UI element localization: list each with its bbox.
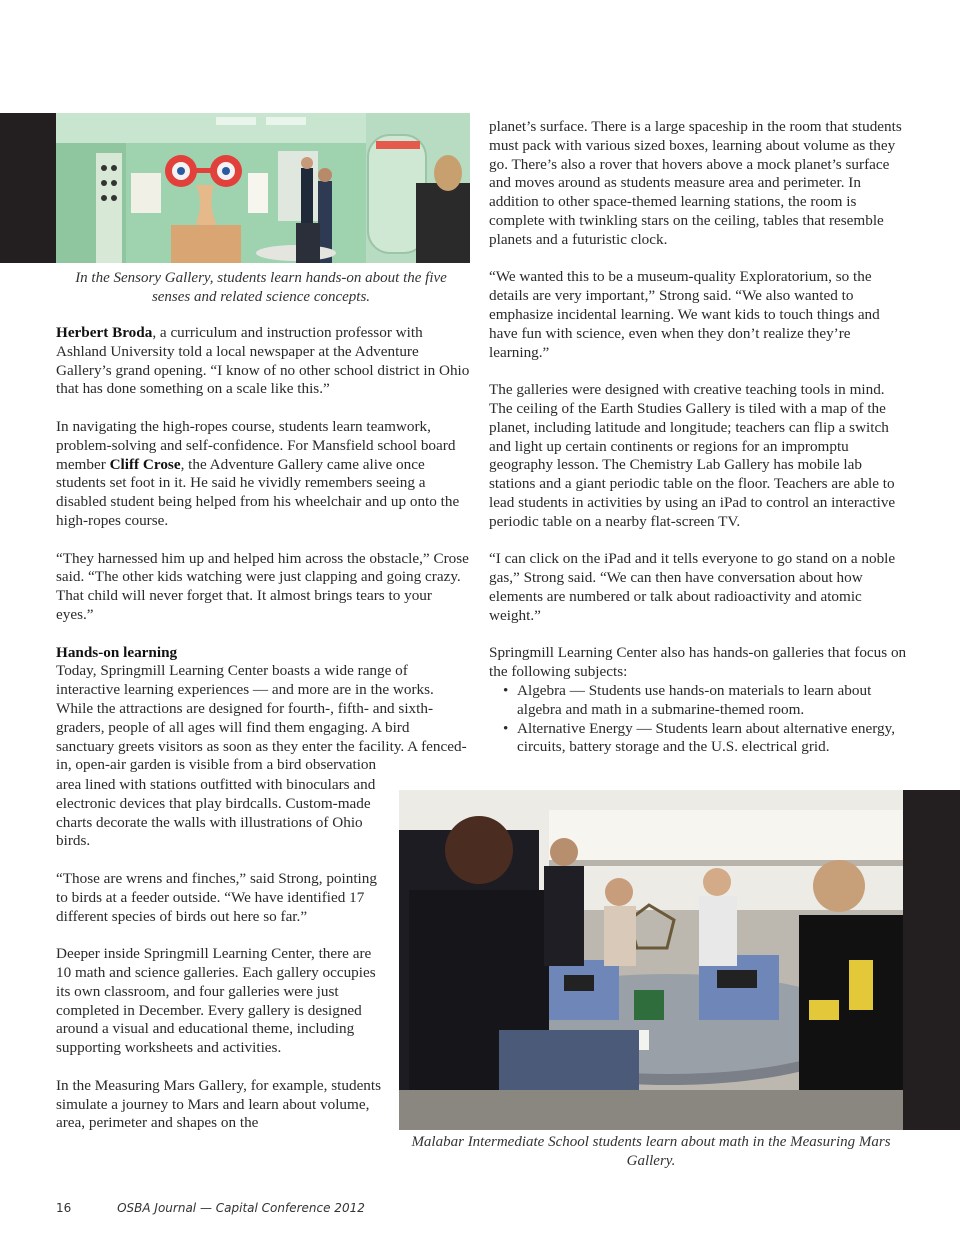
paragraph-today-continued: area lined with stations outfitted with binoculars and electronic devices that play birdcalls. Custom-made charts decorate the walls with illustrations of Ohio birds. (56, 776, 376, 850)
paragraph-wrens: “Those are wrens and finches,” said Strong, pointing to birds at a feeder outside. “We have identified 17 different species of birds out here so far.” (56, 869, 377, 925)
right-column (489, 118, 909, 757)
list-item: • Algebra — Students use hands-on materials to learn about algebra and math in a submarine-themed room. (489, 682, 909, 720)
paragraph-today: Today, Springmill Learning Center boasts a wide range of interactive learning experiences — and more are in the works. While the attractions are designed for fourth-, fifth- and sixth-graders, people of all ages will find them engaging. A bird sanctuary greets visitors as soon as they enter the facility. A fenced-in, open-air garden is visible from a bird observation (56, 662, 467, 774)
page-footer (56, 1201, 365, 1215)
paragraph-galleries: Deeper inside Springmill Learning Center, there are 10 math and science galleries. Each gallery occupies its own classroom, and four galleries were just completed in December. Every gallery is designed around a visual and educational theme, including supporting worksheets and activities. (56, 945, 376, 1057)
list-item: • Alternative Energy — Students learn about alternative energy, circuits, battery storage and the U.S. electrical grid. (489, 720, 909, 758)
decorative-bar-left (0, 113, 56, 263)
decorative-bar-right (903, 790, 960, 1130)
page-number: 16 (56, 1201, 72, 1215)
name-herbert-broda: Herbert Broda (56, 324, 153, 341)
paragraph-broda: Herbert Broda, a curriculum and instruction professor with Ashland University told a local newspaper at the Adventure Gallery’s grand opening. “I know of no other school district in Ohio that has done something on a scale like this.” (56, 324, 470, 398)
paragraph-ipad-quote: “I can click on the iPad and it tells everyone to go stand on a noble gas,” Strong said. “We can then have conversation about how elements are numbered or talk about radioactivity and atomic weight.” (489, 550, 896, 624)
sensory-gallery-photo (56, 113, 470, 263)
top-photo-caption: In the Sensory Gallery, students learn hands-on about the five senses and related science concepts. (75, 270, 447, 305)
paragraph-museum-quote: “We wanted this to be a museum-quality Exploratorium, so the details are very important,” Strong said. “We also wanted to emphasize incidental learning. We want kids to touch things and have fun with science, even when they don’t realize they’re learning.” (489, 268, 880, 361)
measuring-mars-photo (399, 790, 903, 1130)
name-cliff-crose: Cliff Crose (109, 455, 181, 473)
left-column-narrow (56, 776, 386, 1152)
section-heading: Hands-on learning (56, 643, 178, 661)
paragraph-subjects: Springmill Learning Center also has hands-on galleries that focus on the following subjects: (489, 644, 907, 681)
subjects-list (489, 682, 909, 757)
paragraph-teaching-tools: The galleries were designed with creative teaching tools in mind. The ceiling of the Earth Studies Gallery is tiled with a map of the planet, including latitude and longitude; teachers can flip a switch and light up certain continents or regions for an impromptu geography lesson. The Chemistry Lab Gallery has mobile lab stations and a giant periodic table on the floor. Teachers are able to lead students in activities by using an iPad to control an interactive periodic table on a nearby flat-screen TV. (489, 381, 896, 530)
publication-title: OSBA Journal — Capital Conference 2012 (117, 1201, 365, 1215)
paragraph-crose-quote: “They harnessed him up and helped him across the obstacle,” Crose said. “The other kids watching were just clapping and going crazy. That child will never forget that. It almost brings tears to your eyes.” (56, 549, 469, 623)
paragraph-planet: planet’s surface. There is a large spaceship in the room that students must pack with various sized boxes, learning about volume as they go. There’s also a rover that hovers above a mock planet’s surface and moves around as students measure area and perimeter. In addition to other space-themed learning stations, the room is complete with twinkling stars on the ceiling, tables that resemble planets and a futuristic clock. (489, 118, 902, 248)
bottom-photo-caption: Malabar Intermediate School students learn about math in the Measuring Mars Gallery. (411, 1134, 891, 1169)
paragraph-ropes: In navigating the high-ropes course, students learn teamwork, problem-solving and self-confidence. For Mansfield school board member Cliff Crose, the Adventure Gallery came alive once students set foot in it. He said he vividly remembers seeing a disabled student being helped from his wheelchair and up onto the high-ropes course. (56, 417, 460, 529)
left-column (56, 324, 470, 775)
paragraph-mars: In the Measuring Mars Gallery, for example, students simulate a journey to Mars and learn about volume, area, perimeter and shapes on the (56, 1076, 382, 1132)
